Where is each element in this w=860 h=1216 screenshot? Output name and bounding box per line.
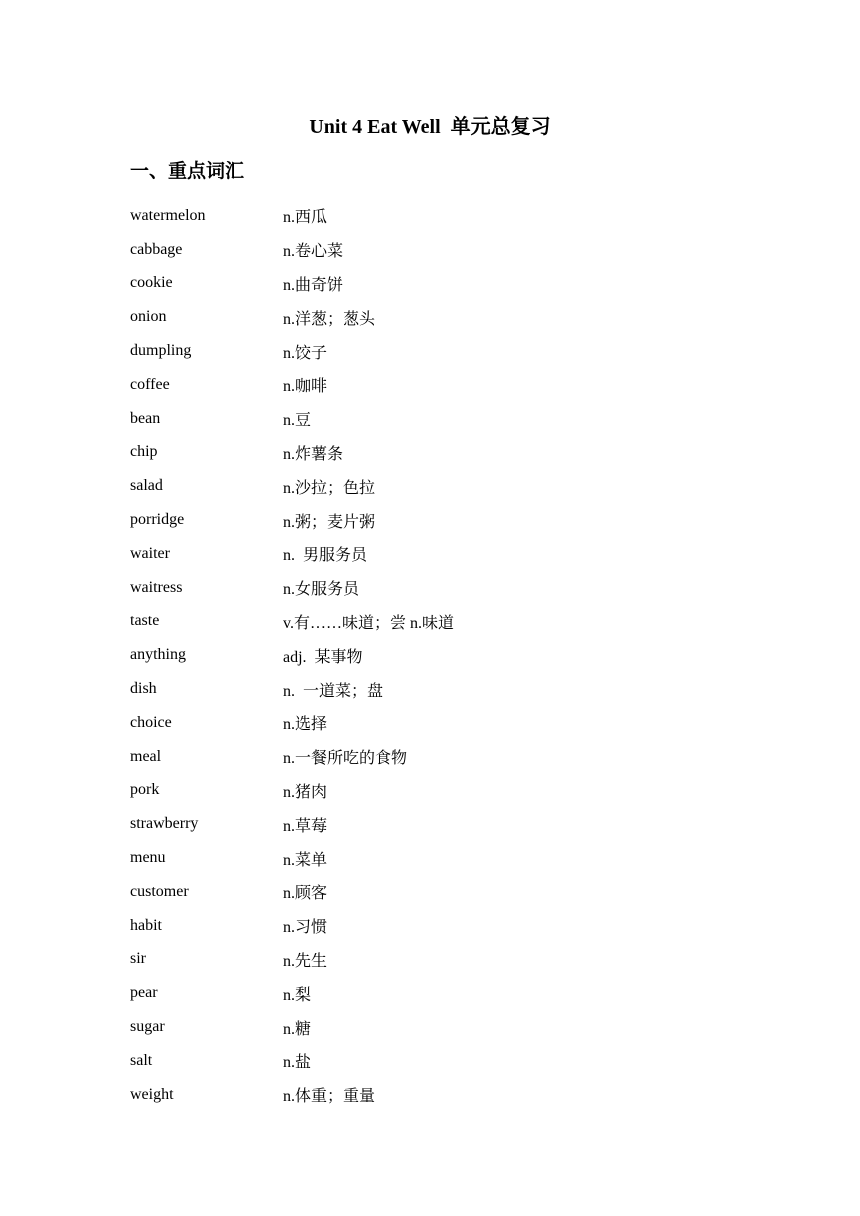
vocabulary-meaning: n.一餐所吃的食物 <box>283 750 408 768</box>
vocabulary-row <box>130 875 730 909</box>
vocabulary-word: waitress <box>130 578 183 596</box>
vocabulary-word: pear <box>130 984 158 1002</box>
vocabulary-meaning: n.卷心菜 <box>283 243 344 261</box>
vocabulary-row <box>130 199 730 233</box>
vocabulary-meaning: n.体重；重量 <box>283 1088 376 1106</box>
vocabulary-row <box>130 402 730 436</box>
vocabulary-row <box>130 740 730 774</box>
vocabulary-meaning: v.有……味道；尝 n.味道 <box>283 614 454 632</box>
vocabulary-word: coffee <box>130 375 170 393</box>
vocabulary-word: pork <box>130 781 160 799</box>
vocabulary-row <box>130 706 730 740</box>
vocabulary-word: bean <box>130 409 161 427</box>
vocabulary-row <box>130 1078 730 1112</box>
vocabulary-word: salt <box>130 1051 153 1069</box>
vocabulary-row <box>130 436 730 470</box>
vocabulary-word: anything <box>130 646 186 664</box>
vocabulary-list <box>130 199 730 1112</box>
vocabulary-row <box>130 841 730 875</box>
vocabulary-row <box>130 233 730 267</box>
vocabulary-word: salad <box>130 477 163 495</box>
vocabulary-meaning: n.粥；麦片粥 <box>283 513 376 531</box>
vocabulary-word: strawberry <box>130 815 199 833</box>
vocabulary-word: sir <box>130 950 146 968</box>
vocabulary-meaning: n.女服务员 <box>283 581 360 599</box>
vocabulary-row <box>130 807 730 841</box>
vocabulary-word: choice <box>130 713 172 731</box>
vocabulary-meaning: n.豆 <box>283 412 312 430</box>
vocabulary-meaning: n.菜单 <box>283 851 328 869</box>
vocabulary-row <box>130 638 730 672</box>
vocabulary-meaning: n.洋葱；葱头 <box>283 310 376 328</box>
vocabulary-meaning: n.先生 <box>283 952 328 970</box>
vocabulary-word: meal <box>130 747 162 765</box>
vocabulary-word: onion <box>130 308 167 326</box>
vocabulary-word: sugar <box>130 1018 165 1036</box>
vocabulary-word: dish <box>130 680 157 698</box>
vocabulary-word: taste <box>130 612 160 630</box>
vocabulary-word: dumpling <box>130 342 192 360</box>
vocabulary-meaning: n.习惯 <box>283 919 328 937</box>
vocabulary-row <box>130 605 730 639</box>
vocabulary-word: watermelon <box>130 206 206 224</box>
vocabulary-word: cookie <box>130 274 173 292</box>
vocabulary-row <box>130 909 730 943</box>
vocabulary-meaning: n. 一道菜；盘 <box>283 682 384 700</box>
vocabulary-meaning: n.糖 <box>283 1020 312 1038</box>
vocabulary-word: waiter <box>130 544 170 562</box>
page-title: Unit 4 Eat Well 单元总复习 <box>309 116 551 138</box>
vocabulary-row <box>130 672 730 706</box>
vocabulary-meaning: n.选择 <box>283 716 328 734</box>
vocabulary-row <box>130 368 730 402</box>
vocabulary-meaning: n.曲奇饼 <box>283 276 344 294</box>
section-heading: 一、重点词汇 <box>130 161 245 182</box>
vocabulary-row <box>130 469 730 503</box>
vocabulary-word: porridge <box>130 511 185 529</box>
vocabulary-row <box>130 300 730 334</box>
vocabulary-meaning: n.梨 <box>283 986 312 1004</box>
vocabulary-word: weight <box>130 1085 174 1103</box>
vocabulary-meaning: n.顾客 <box>283 885 328 903</box>
vocabulary-word: habit <box>130 916 162 934</box>
vocabulary-meaning: n.咖啡 <box>283 378 328 396</box>
vocabulary-meaning: n.盐 <box>283 1054 312 1072</box>
vocabulary-word: customer <box>130 882 189 900</box>
vocabulary-row <box>130 943 730 977</box>
vocabulary-row <box>130 774 730 808</box>
vocabulary-row <box>130 503 730 537</box>
vocabulary-row <box>130 537 730 571</box>
vocabulary-meaning: n.猪肉 <box>283 783 328 801</box>
vocabulary-meaning: n. 男服务员 <box>283 547 368 565</box>
vocabulary-meaning: adj. 某事物 <box>283 648 363 666</box>
vocabulary-meaning: n.饺子 <box>283 344 328 362</box>
vocabulary-row <box>130 267 730 301</box>
vocabulary-meaning: n.沙拉；色拉 <box>283 479 376 497</box>
vocabulary-meaning: n.西瓜 <box>283 209 328 227</box>
vocabulary-word: menu <box>130 849 166 867</box>
vocabulary-row <box>130 976 730 1010</box>
vocabulary-row <box>130 1010 730 1044</box>
vocabulary-word: cabbage <box>130 240 183 258</box>
vocabulary-meaning: n.炸薯条 <box>283 445 344 463</box>
vocabulary-row <box>130 571 730 605</box>
vocabulary-meaning: n.草莓 <box>283 817 328 835</box>
vocabulary-row <box>130 334 730 368</box>
vocabulary-row <box>130 1044 730 1078</box>
vocabulary-word: chip <box>130 443 158 461</box>
